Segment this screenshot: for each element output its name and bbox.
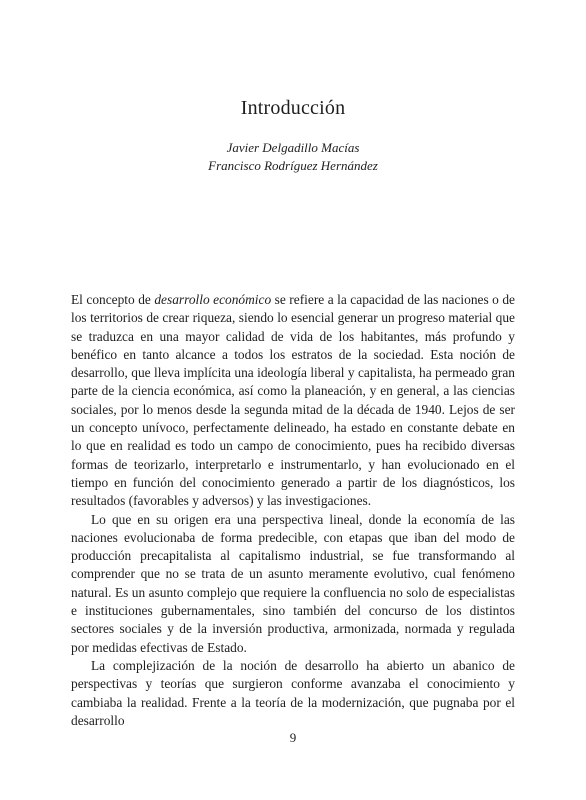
authors-block [0, 139, 586, 175]
chapter-title: Introducción [240, 97, 346, 119]
author-name: Francisco Rodríguez Hernández [208, 158, 378, 173]
paragraph-text: se refiere a la capacidad de las naciones o de los territorios de crear riqueza, siendo lo esencial generar un progreso material que se traduzca en una mayor calidad de vida de los habitantes, más profundo y benéfico en tanto alcance a todos los estratos de la sociedad. Esta noción de desarrollo, que lleva implícita una ideología liberal y capitalista, ha permeado gran parte de la ciencia económica, así como la planeación, y en general, a las ciencias sociales, por lo menos desde la segunda mitad de la década de 1940. Lejos de ser un concepto unívoco, perfectamente delineado, ha estado en constante debate en lo que en realidad es todo un campo de conocimiento, pues ha recibido diversas formas de teorizarlo, interpretarlo e instrumentarlo, y han evolucionado en el tiempo en función del conocimiento generado a partir de los diagnósticos, los resultados (favorables y adversos) y las investigaciones. [71, 292, 515, 509]
emphasized-term: desarrollo económico [154, 292, 272, 307]
body-text [71, 291, 515, 730]
author-name: Javier Delgadillo Macías [226, 140, 360, 155]
page-number: 9 [289, 730, 297, 745]
paragraph-text: El concepto de [71, 292, 155, 307]
paragraph: La complejización de la noción de desarrollo ha abierto un abanico de perspectivas y teorías que surgieron conforme avanzaba el conocimiento y cambiaba la realidad. Frente a la teoría de la modernización, que pugnaba por el desarrollo [71, 657, 515, 728]
paragraph [71, 291, 515, 511]
paragraph: Lo que en su origen era una perspectiva lineal, donde la economía de las naciones evolucionaba de forma predecible, con etapas que iban del modo de producción precapitalista al capitalismo industrial, se fue transformando al comprender que no se trata de un asunto meramente evolutivo, cual fenómeno natural. Es un asunto complejo que requiere la confluencia no solo de especialistas e instituciones gubernamentales, sino también del concurso de los distintos sectores sociales y de la inversión productiva, armonizada, normada y regulada por medidas efectivas de Estado. [71, 511, 515, 655]
